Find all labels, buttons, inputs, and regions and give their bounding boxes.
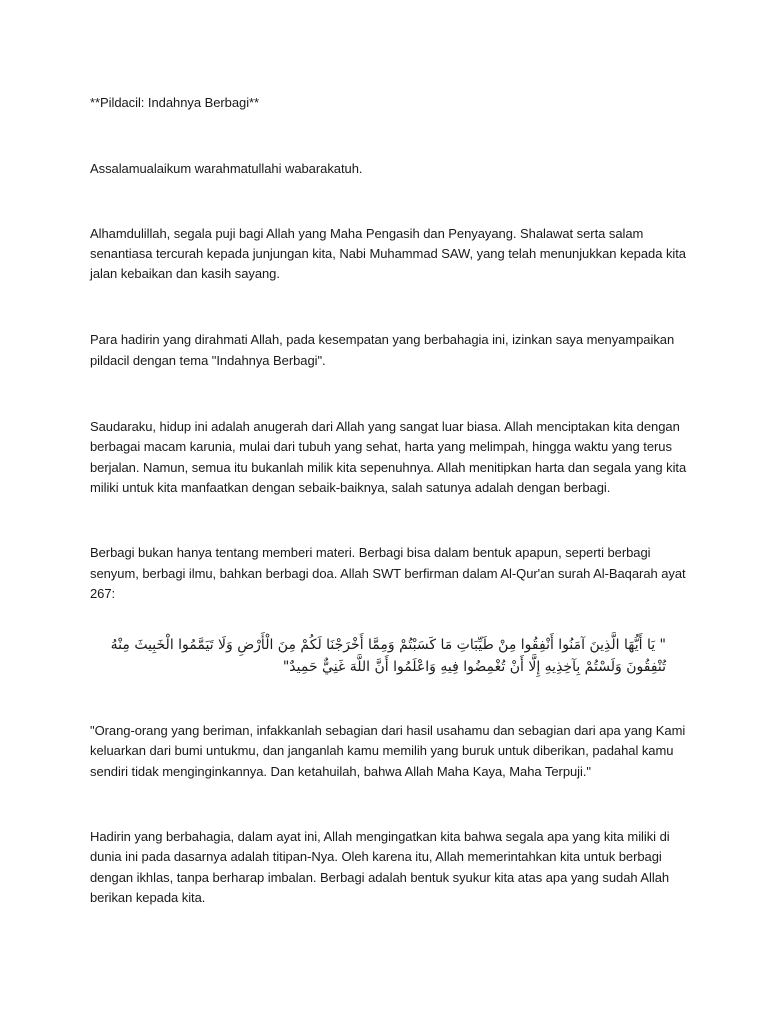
document-title: **Pildacil: Indahnya Berbagi** [90, 95, 260, 110]
intro-paragraph: Alhamdulillah, segala puji bagi Allah yang Maha Pengasih dan Penyayang. Shalawat serta salam senantiasa tercurah kepada junjungan kita, Nabi Muhammad SAW, yang telah menunjukkan kepada kita jalan kebaikan dan kasih sayang. [90, 225, 686, 282]
sharing-paragraph: Berbagi bukan hanya tentang memberi materi. Berbagi bisa dalam bentuk apapun, seperti berbagi senyum, berbagi ilmu, bahkan berbagi doa. Allah SWT berfirman dalam Al-Qur'an surah Al-Baqarah ayat 267: [90, 545, 686, 601]
quran-verse-translation: "Orang-orang yang beriman, infakkanlah sebagian dari hasil usahamu dan sebagian dari apa yang Kami keluarkan dari bumi untukmu, dan janganlah kamu memilih yang buruk untuk diberikan, padahal kamu sendiri tidak menginginkannya. Dan ketahuilah, bahwa Allah Maha Kaya, Maha Terpuji." [90, 723, 686, 779]
quran-verse-arabic: " يَا أَيُّهَا الَّذِينَ آمَنُوا أَنْفِقُوا مِنْ طَيِّبَاتِ مَا كَسَبْتُمْ وَمِمَّا أَخْرَجْنَا لَكُمْ مِنَ الْأَرْضِ وَلَا تَيَمَّمُوا الْخَبِيثَ مِنْهُ تُنْفِقُونَ وَلَسْتُمْ بِآخِذِيهِ إِلَّا أَنْ تُغْمِضُوا فِيهِ وَاعْلَمُوا أَنَّ اللَّهَ غَنِيٌّ حَمِيدٌ" [110, 637, 666, 676]
blessing-paragraph: Saudaraku, hidup ini adalah anugerah dari Allah yang sangat luar biasa. Allah menciptakan kita dengan berbagai macam karunia, mulai dari tubuh yang sehat, harta yang melimpah, hingga waktu yang terus berjalan. Namun, semua itu bukanlah milik kita sepenuhnya. Allah menitipkan harta dan segala yang kita miliki untuk kita manfaatkan dengan sebaik-baiknya, salah satunya adalah dengan berbagi. [90, 419, 687, 495]
audience-paragraph: Para hadirin yang dirahmati Allah, pada kesempatan yang berbahagia ini, izinkan saya menyampaikan pildacil dengan tema "Indahnya Berbagi". [90, 332, 675, 368]
greeting-paragraph: Assalamualaikum warahmatullahi wabarakatuh. [90, 161, 363, 177]
closing-paragraph: Hadirin yang berbahagia, dalam ayat ini, Allah mengingatkan kita bahwa segala apa yang kita miliki di dunia ini pada dasarnya adalah titipan-Nya. Oleh karena itu, Allah memerintahkan kita untuk berbagi dengan ikhlas, tanpa berharap imbalan. Berbagi adalah bentuk syukur kita atas apa yang sudah Allah berikan kepada kita. [90, 829, 670, 905]
